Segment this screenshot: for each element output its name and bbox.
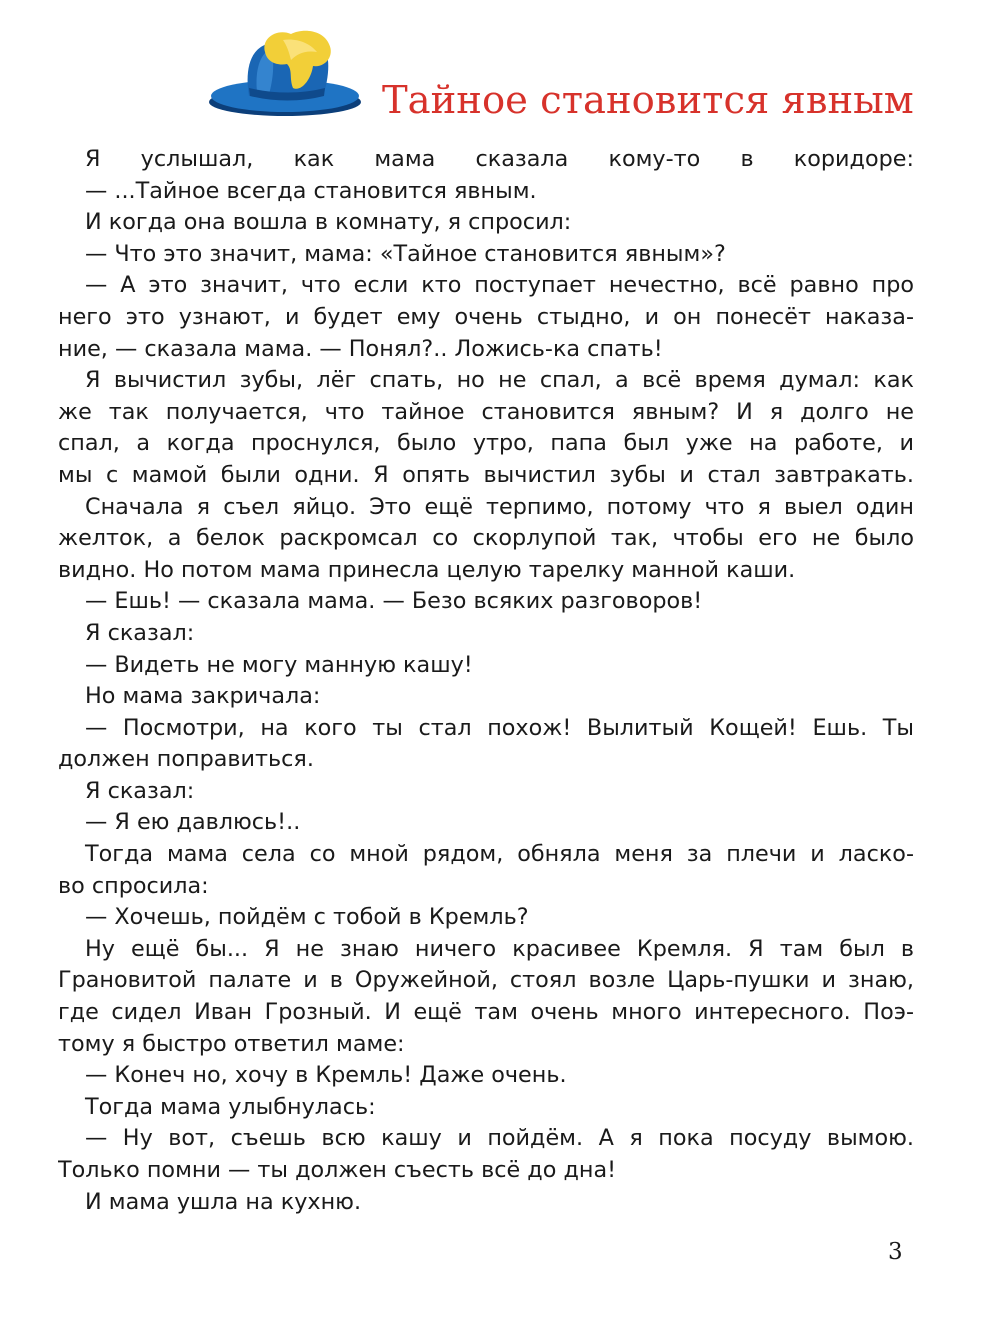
text-line: — ...Тайное всегда становится явным.	[85, 177, 537, 204]
text-line: — Хочешь, пойдём с тобой в Кремль?	[85, 904, 529, 931]
text-line: во спросила:	[58, 872, 209, 899]
text-line: — А это значит, что если кто поступает нечестно, всё равно про	[85, 272, 914, 299]
text-line: должен поправиться.	[58, 746, 314, 773]
text-line: тому я быстро ответил маме:	[58, 1030, 405, 1057]
text-line: спал, а когда проснулся, было утро, папа был уже на работе, и	[58, 430, 914, 457]
hat-illustration	[205, 22, 365, 122]
text-line: Сначала я съел яйцо. Это ещё терпимо, потому что я выел один	[85, 493, 914, 520]
text-line: где сидел Иван Грозный. И ещё там очень много интересного. Поэ-	[58, 999, 914, 1026]
text-line: Тогда мама села со мной рядом, обняла меня за плечи и ласко-	[85, 841, 914, 868]
text-line: видно. Но потом мама принесла целую тарелку манной каши.	[58, 556, 796, 583]
page-title: Тайное становится явным	[382, 78, 914, 123]
text-line: Ну ещё бы... Я не знаю ничего красивее Кремля. Я там был в	[85, 935, 914, 962]
text-line: желток, а белок раскромсал со скорлупой так, чтобы его не было	[58, 525, 914, 552]
text-line: — Что это значит, мама: «Тайное становится явным»?	[85, 240, 726, 267]
text-line: — Конеч но, хочу в Кремль! Даже очень.	[85, 1062, 567, 1089]
text-line: И когда она вошла в комнату, я спросил:	[85, 209, 572, 236]
text-line: Я сказал:	[85, 619, 195, 646]
text-line: Я вычистил зубы, лёг спать, но не спал, а всё время думал: как	[85, 367, 914, 394]
text-line: Тогда мама улыбнулась:	[85, 1093, 376, 1120]
text-line: него это узнают, и будет ему очень стыдно, и он понесёт наказа-	[58, 303, 914, 330]
text-line: Я сказал:	[85, 777, 195, 804]
text-line: — Я ею давлюсь!..	[85, 809, 301, 836]
text-line: — Ешь! — сказала мама. — Безо всяких разговоров!	[85, 588, 703, 615]
text-line: — Видеть не могу манную кашу!	[85, 651, 473, 678]
story-text	[58, 144, 914, 1218]
text-line: Грановитой палате и в Оружейной, стоял возле Царь-пушки и знаю,	[58, 967, 914, 994]
page-number: 3	[888, 1239, 903, 1265]
text-line: ние, — сказала мама. — Понял?.. Ложись-ка спать!	[58, 335, 663, 362]
text-line: — Посмотри, на кого ты стал похож! Вылитый Кощей! Ешь. Ты	[85, 714, 914, 741]
text-line: И мама ушла на кухню.	[85, 1188, 362, 1215]
text-line: Я услышал, как мама сказала кому-то в коридоре:	[85, 146, 914, 172]
text-line: — Ну вот, съешь всю кашу и пойдём. А я пока посуду вымою.	[85, 1125, 914, 1152]
text-line: мы с мамой были одни. Я опять вычистил зубы и стал завтракать.	[58, 461, 914, 488]
text-line: же так получается, что тайное становится явным? И я долго не	[58, 398, 914, 425]
text-line: Но мама закричала:	[85, 683, 321, 710]
text-line: Только помни — ты должен съесть всё до дна!	[58, 1157, 617, 1183]
